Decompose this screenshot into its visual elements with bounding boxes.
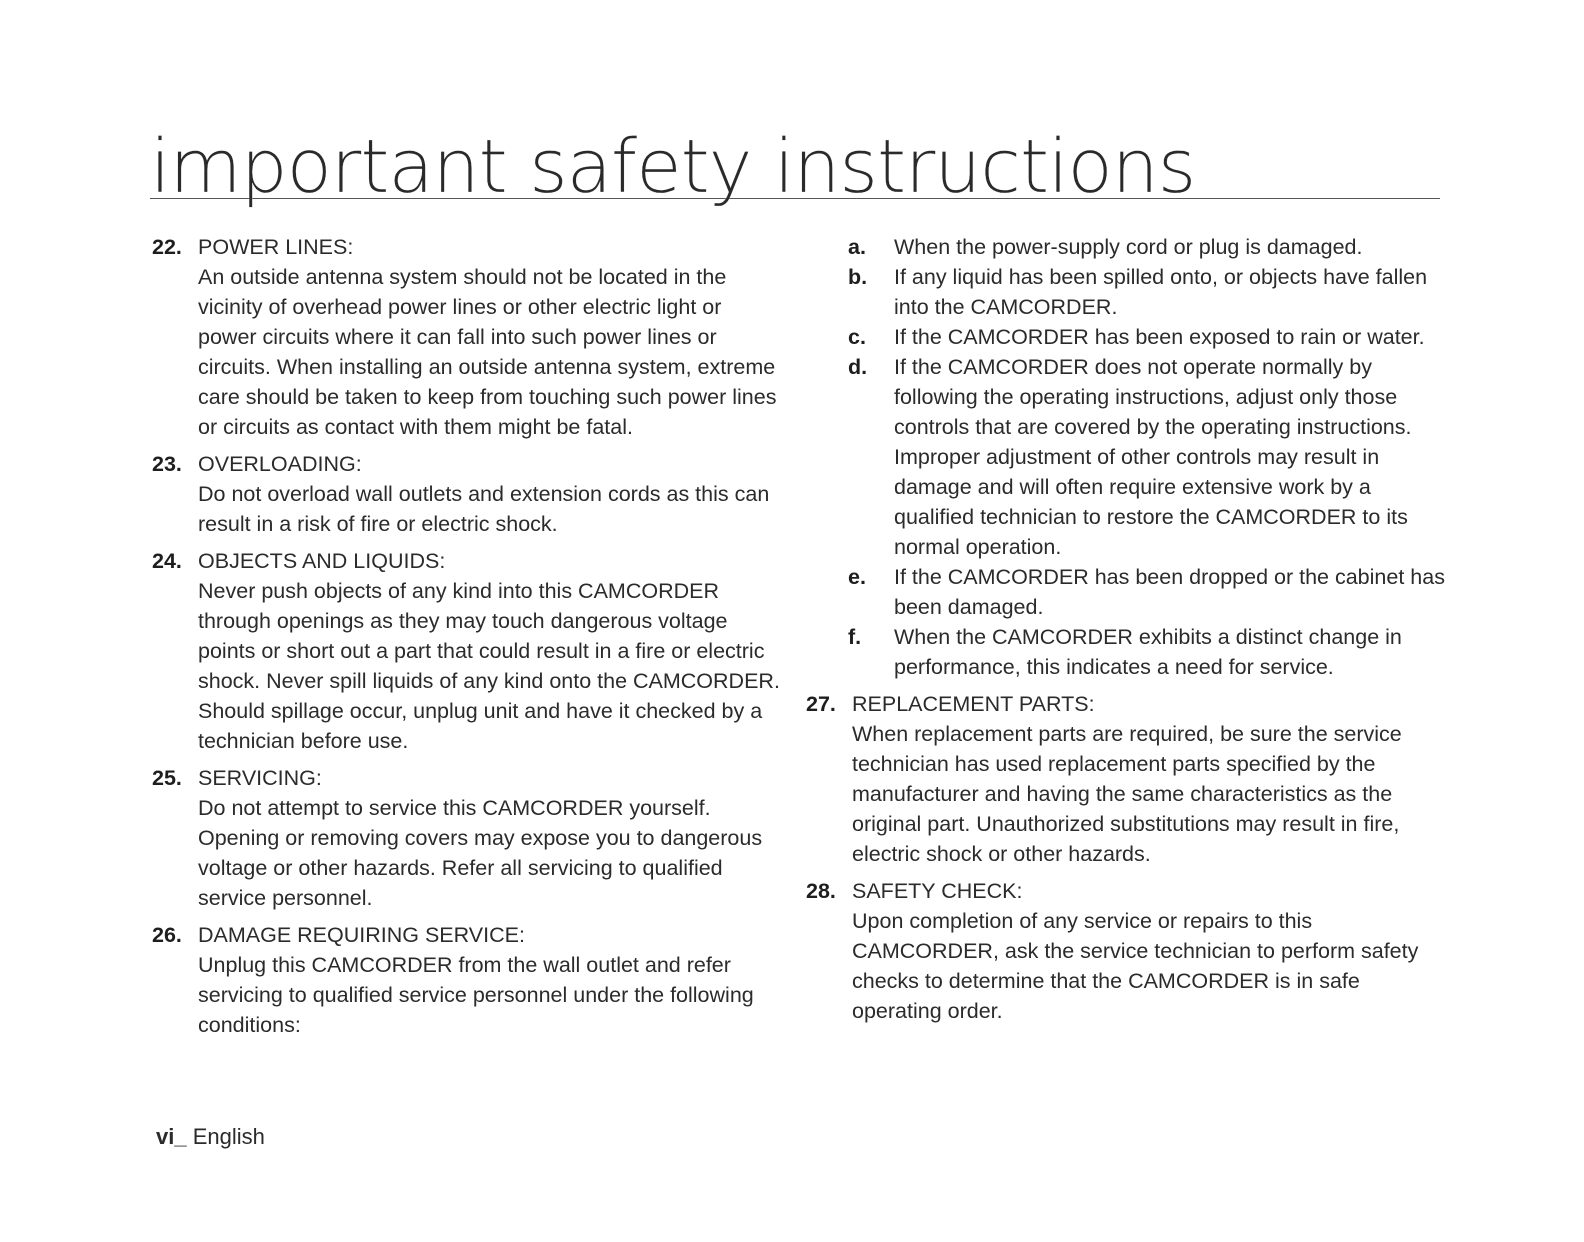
condition-text: When the power-supply cord or plug is damaged. — [894, 235, 1363, 259]
instruction-item-23 — [152, 449, 782, 539]
condition-letter: b. — [848, 265, 868, 289]
right-column — [806, 232, 1446, 1033]
item-body: When replacement parts are required, be sure the service technician has used replacement parts specified by the manufacturer and having the same characteristics as the original part. Unauthorized substitutions may result in fire, electric shock or other hazards. — [852, 722, 1402, 866]
instruction-item-25 — [152, 763, 782, 913]
instruction-item-24 — [152, 546, 782, 756]
condition-text: If the CAMCORDER has been exposed to rain or water. — [894, 325, 1425, 349]
footer-language: English — [186, 1124, 265, 1149]
item-heading: SERVICING: — [198, 766, 322, 790]
condition-letter: c. — [848, 325, 866, 349]
condition-d — [806, 352, 1446, 562]
item-number: 28. — [806, 879, 836, 903]
condition-letter: a. — [848, 235, 866, 259]
page-footer — [156, 1124, 265, 1150]
item-heading: DAMAGE REQUIRING SERVICE: — [198, 923, 525, 947]
item-body: Unplug this CAMCORDER from the wall outlet and refer servicing to qualified service personnel under the following conditions: — [198, 953, 754, 1037]
page-number: vi_ — [156, 1124, 187, 1149]
item-heading: OVERLOADING: — [198, 452, 362, 476]
item-body: Never push objects of any kind into this CAMCORDER through openings as they may touch dangerous voltage points or short out a part that could result in a fire or electric shock. Never spill liquids of any kind onto the CAMCORDER. Should spillage occur, unplug unit and have it checked by a technician before use. — [198, 579, 780, 753]
item-body: An outside antenna system should not be located in the vicinity of overhead power lines or other electric light or power circuits where it can fall into such power lines or circuits. When installing an outside antenna system, extreme care should be taken to keep from touching such power lines or circuits as contact with them might be fatal. — [198, 265, 777, 439]
condition-text: If any liquid has been spilled onto, or objects have fallen into the CAMCORDER. — [894, 265, 1428, 319]
instruction-item-28 — [806, 876, 1446, 1026]
condition-f — [806, 622, 1446, 682]
instruction-item-27 — [806, 689, 1446, 869]
condition-text: If the CAMCORDER has been dropped or the cabinet has been damaged. — [894, 565, 1445, 619]
page-title: important safety instructions — [150, 124, 1196, 210]
item-number: 24. — [152, 549, 182, 573]
instruction-item-22 — [152, 232, 782, 442]
condition-e — [806, 562, 1446, 622]
item-heading: SAFETY CHECK: — [852, 879, 1023, 903]
item-body: Do not attempt to service this CAMCORDER yourself. Opening or removing covers may expose you to dangerous voltage or other hazards. Refer all servicing to qualified service personnel. — [198, 796, 763, 910]
item-number: 23. — [152, 452, 182, 476]
condition-c — [806, 322, 1446, 352]
item-body: Upon completion of any service or repairs to this CAMCORDER, ask the service technician to perform safety checks to determine that the CAMCORDER is in safe operating order. — [852, 909, 1419, 1023]
item-number: 22. — [152, 235, 182, 259]
title-rule — [150, 112, 1440, 210]
item-heading: REPLACEMENT PARTS: — [852, 692, 1095, 716]
item-number: 27. — [806, 692, 836, 716]
item-body: Do not overload wall outlets and extension cords as this can result in a risk of fire or electric shock. — [198, 482, 770, 536]
condition-letter: f. — [848, 625, 862, 649]
instruction-item-26 — [152, 920, 782, 1040]
item-number: 25. — [152, 766, 182, 790]
condition-a — [806, 232, 1446, 262]
condition-b — [806, 262, 1446, 322]
conditions-list — [806, 232, 1446, 682]
item-heading: POWER LINES: — [198, 235, 354, 259]
condition-letter: d. — [848, 355, 868, 379]
condition-text: If the CAMCORDER does not operate normally by following the operating instructions, adjust only those controls that are covered by the operating instructions. Improper adjustment of other controls may result in damage and will often require extensive work by a qualified technician to restore the CAMCORDER to its normal operation. — [894, 355, 1412, 559]
item-number: 26. — [152, 923, 182, 947]
condition-letter: e. — [848, 565, 866, 589]
left-column — [152, 232, 782, 1047]
item-heading: OBJECTS AND LIQUIDS: — [198, 549, 446, 573]
condition-text: When the CAMCORDER exhibits a distinct change in performance, this indicates a need for service. — [894, 625, 1402, 679]
